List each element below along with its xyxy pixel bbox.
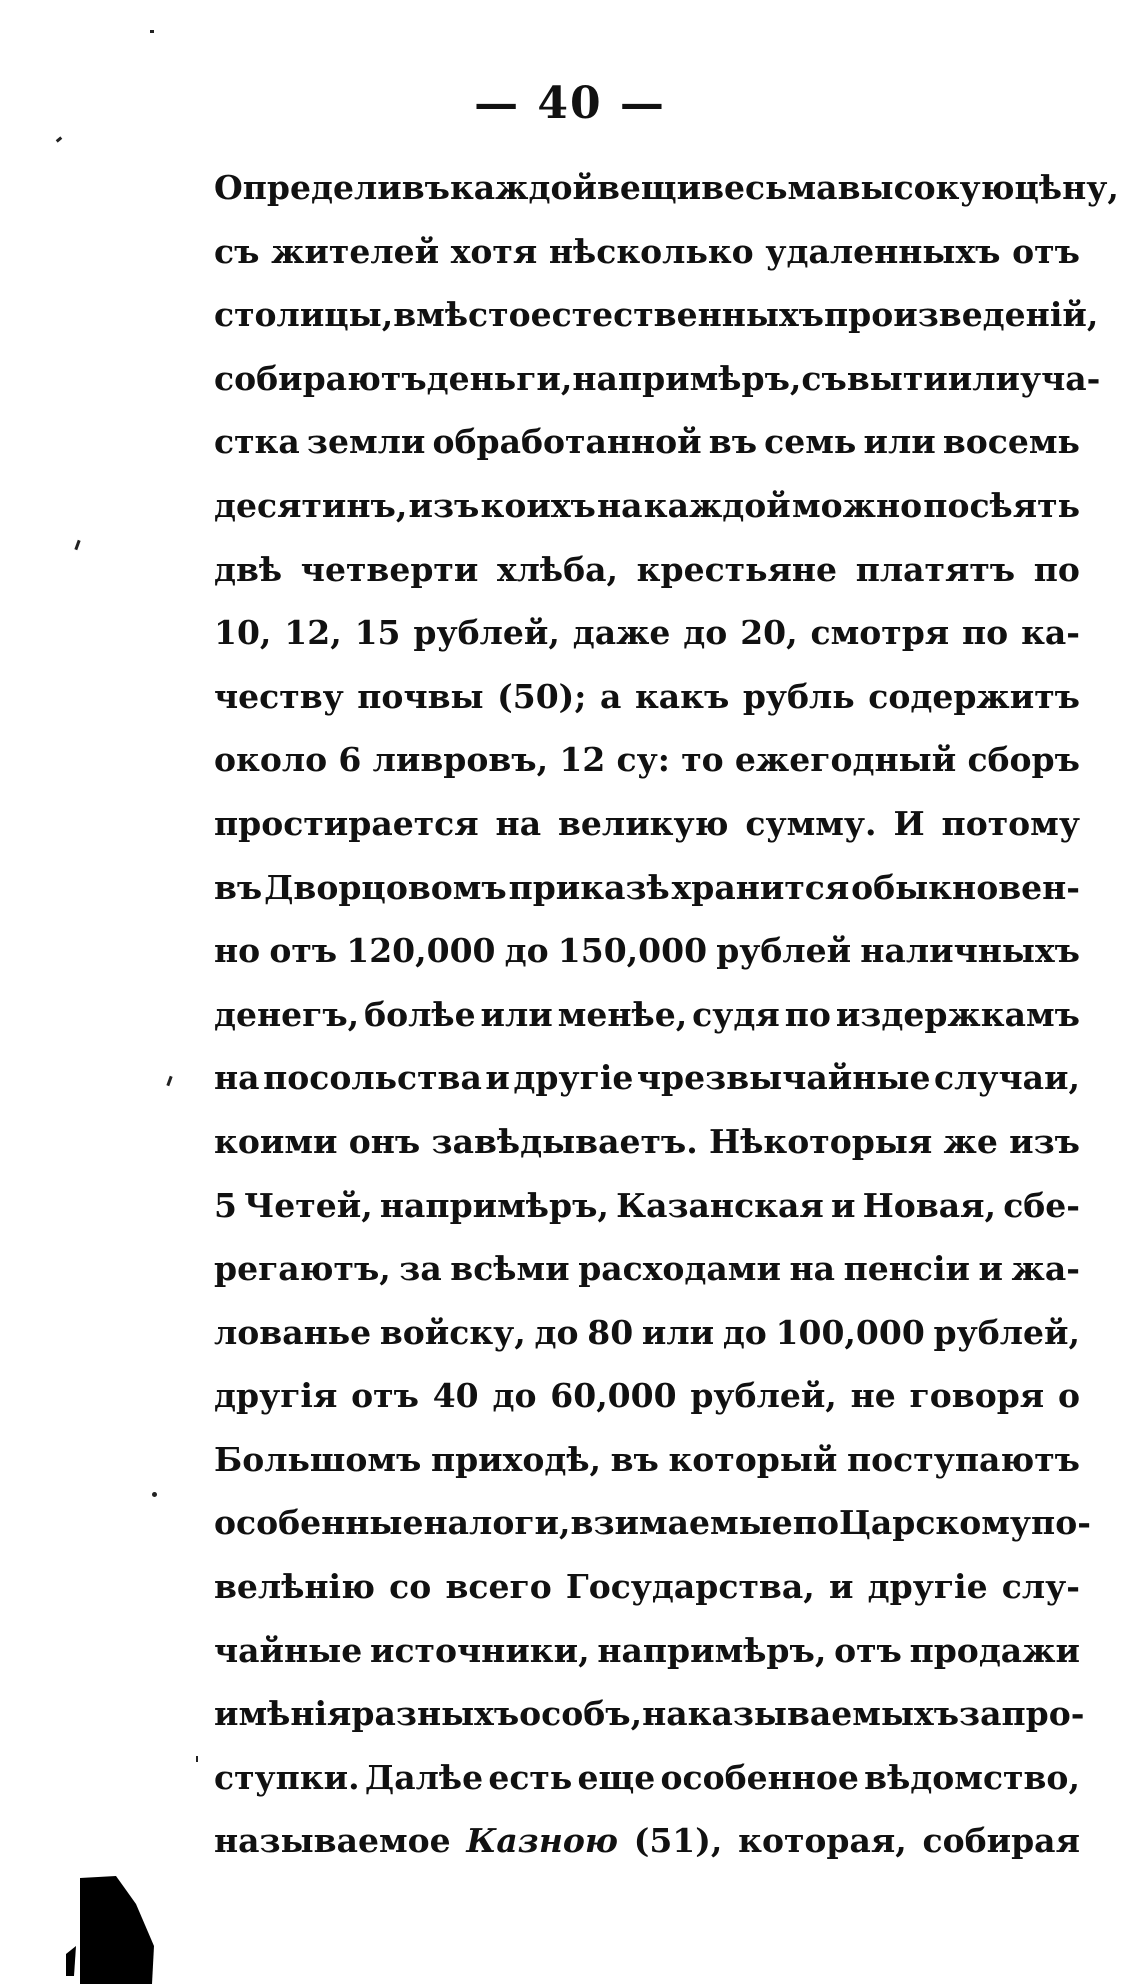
scan-speck (196, 1756, 198, 1762)
word: каждой (449, 168, 597, 207)
word: хлѣба, (496, 549, 619, 589)
text-line (214, 486, 1080, 550)
word: удаленныхъ (765, 231, 1001, 271)
word: посольства (263, 1058, 482, 1098)
word: сборъ (967, 740, 1080, 780)
word: почвы (357, 676, 484, 716)
word: другіе (867, 1567, 988, 1607)
word: онъ (348, 1121, 421, 1161)
word: четверти (300, 549, 479, 589)
word: болѣе (364, 994, 476, 1034)
text-line (214, 1567, 1080, 1631)
word: И (893, 803, 925, 843)
scan-speck (74, 540, 80, 550)
word: случаи, (933, 1058, 1080, 1098)
word: рублей (716, 931, 852, 971)
word: 5 (214, 1185, 237, 1225)
word: Государства, (565, 1567, 815, 1607)
word: двѣ (214, 549, 283, 589)
word: по (784, 994, 831, 1034)
word: источники, (369, 1630, 590, 1670)
word: рублей, (690, 1376, 837, 1416)
word: на (789, 1249, 836, 1289)
text-line (214, 677, 1080, 741)
word: говоря (909, 1376, 1045, 1416)
word: уча- (1019, 358, 1101, 398)
word: но (214, 931, 261, 971)
text-line (214, 232, 1080, 296)
word: о (1057, 1376, 1080, 1416)
word: ступки. (214, 1757, 360, 1797)
word: земли (306, 422, 426, 462)
word: посѣять (923, 485, 1080, 525)
word: по (792, 1503, 839, 1543)
text-line (214, 1503, 1091, 1567)
word: лованье (214, 1312, 372, 1352)
word: изъ (408, 485, 480, 525)
word: взимаемые (570, 1503, 793, 1543)
word: по (962, 613, 1009, 653)
word: чрезвычайные (636, 1058, 931, 1098)
word: Определивъ (214, 168, 450, 207)
word: чайные (214, 1630, 363, 1670)
word: выти (846, 358, 948, 398)
word: отъ (1012, 231, 1080, 271)
word: за (399, 1249, 442, 1289)
word: простирается (214, 803, 479, 843)
word: отъ (269, 931, 338, 971)
word: 120,000 (346, 931, 496, 971)
word: произведеній, (823, 295, 1099, 335)
word: честву (214, 676, 344, 716)
text-line (214, 295, 1099, 359)
word: въ (610, 1439, 659, 1479)
word: сбе- (1003, 1185, 1080, 1225)
word: или (863, 422, 936, 462)
word: обработанной (432, 422, 702, 462)
word: а (600, 676, 622, 716)
word: обыкновен- (851, 867, 1080, 907)
text-line (214, 168, 1119, 232)
word: вещи (596, 168, 702, 207)
word: войску, (379, 1312, 526, 1352)
word: вмѣсто (393, 295, 531, 335)
text-line (214, 804, 1080, 868)
word: рублей, (933, 1312, 1080, 1352)
word: завѣдываетъ. (431, 1121, 698, 1161)
word: Далѣе (364, 1757, 484, 1797)
word: до (683, 613, 728, 653)
text-line (214, 422, 1080, 486)
word: особенное (660, 1757, 859, 1797)
word: 10, (214, 613, 272, 653)
text-line (214, 1186, 1080, 1250)
word: еще (577, 1757, 656, 1797)
word: 12 (559, 740, 606, 780)
word: на (495, 803, 542, 843)
word: высокую (837, 168, 1015, 207)
word: естественныхъ (530, 295, 824, 335)
word: хранится (671, 867, 850, 907)
ink-blot-mark (66, 1876, 154, 1984)
word: или (947, 358, 1020, 398)
word: имѣнія (214, 1694, 352, 1734)
word: (50); (497, 676, 587, 716)
word: 80 (587, 1312, 634, 1352)
word: Нѣкоторыя (709, 1121, 933, 1161)
word: 150,000 (557, 931, 708, 971)
word: 20, (740, 613, 798, 653)
word: и (828, 1567, 854, 1607)
word: отъ (351, 1376, 419, 1416)
word: особъ, (519, 1694, 643, 1734)
word: жителей (271, 231, 440, 271)
word: Новая, (862, 1185, 996, 1225)
word: су: (616, 740, 670, 780)
word: приходѣ, (430, 1439, 602, 1479)
word: продажи (909, 1630, 1080, 1670)
word: другія (214, 1376, 338, 1416)
scan-speck (152, 1492, 157, 1497)
word: на (597, 485, 643, 525)
word: особенные (214, 1503, 424, 1543)
word: каждой (643, 485, 791, 525)
text-line (214, 931, 1080, 995)
word: называемое (214, 1821, 451, 1861)
word: отъ (834, 1630, 902, 1670)
word: цѣну, (1014, 168, 1119, 207)
word: коими (214, 1121, 338, 1161)
text-line (214, 550, 1080, 614)
word: сумму. (745, 803, 877, 843)
word: весьма (701, 168, 838, 207)
scan-speck (166, 1076, 172, 1086)
word: слу- (1001, 1567, 1080, 1607)
text-line (214, 1821, 1080, 1885)
word: до (534, 1312, 579, 1352)
word: крестьяне (636, 549, 838, 589)
word: напримѣръ, (597, 1630, 827, 1670)
word: рублей, (413, 613, 560, 653)
word: на (214, 1058, 260, 1098)
text-line (214, 1376, 1080, 1440)
word: въ (214, 867, 263, 907)
word: платятъ (855, 549, 1016, 589)
scan-speck (56, 136, 63, 142)
word: 100,000 (775, 1312, 925, 1352)
word: издержкамъ (835, 994, 1080, 1034)
word: по (1033, 549, 1080, 589)
word: и (830, 1185, 856, 1225)
word: десятинъ, (214, 485, 408, 525)
word: которая, (738, 1821, 907, 1861)
word: въ (708, 422, 758, 462)
word: другіе (513, 1058, 634, 1098)
word: регаютъ, (214, 1249, 391, 1289)
word: поступаютъ (846, 1439, 1080, 1479)
word: Четей, (244, 1185, 373, 1225)
word: наличныхъ (860, 931, 1080, 971)
word: какъ (634, 676, 730, 716)
word: Большомъ (214, 1439, 422, 1479)
word: со (389, 1567, 432, 1607)
text-line (214, 1440, 1080, 1504)
word: напримѣръ, (572, 358, 802, 398)
word: столицы, (214, 295, 394, 335)
word: семь (764, 422, 857, 462)
word: налоги, (423, 1503, 571, 1543)
text-line (214, 1313, 1080, 1377)
page-number: — 40 — (474, 78, 666, 129)
word: судя (692, 994, 780, 1034)
word: 40 (432, 1376, 479, 1416)
text-line (214, 1122, 1080, 1186)
word: расходами (578, 1249, 781, 1289)
scan-speck (150, 30, 154, 33)
word: Казною (466, 1821, 618, 1861)
word: наказываемыхъ (642, 1694, 960, 1734)
text-line (214, 995, 1080, 1059)
word: 6 (338, 740, 362, 780)
word: который (668, 1439, 838, 1479)
word: собираютъ (214, 358, 427, 398)
word: съ (214, 231, 260, 271)
text-line (214, 740, 1080, 804)
word: или (480, 994, 553, 1034)
word: 15 (354, 613, 401, 653)
word: и (978, 1249, 1003, 1289)
word: содержитъ (868, 676, 1080, 716)
word: хотя (450, 231, 538, 271)
word: велѣнію (214, 1567, 375, 1607)
word: Казанская (616, 1185, 824, 1225)
word: коихъ (480, 485, 596, 525)
word: до (504, 931, 549, 971)
word: жа- (1011, 1249, 1080, 1289)
text-line (214, 1758, 1080, 1822)
word: за (959, 1694, 1002, 1734)
word: 12, (284, 613, 342, 653)
text-line (214, 1631, 1080, 1695)
word: нѣсколько (548, 231, 754, 271)
word: можно (791, 485, 923, 525)
word: денегъ, (214, 994, 360, 1034)
word: потому (941, 803, 1080, 843)
word: до (492, 1376, 537, 1416)
word: до (722, 1312, 767, 1352)
word: ливровъ, (372, 740, 549, 780)
text-line (214, 1694, 1085, 1758)
word: есть (488, 1757, 573, 1797)
word: не (850, 1376, 896, 1416)
word: собирая (922, 1821, 1080, 1861)
word: Царскому (838, 1503, 1032, 1543)
text-line (214, 1249, 1080, 1313)
word: восемь (942, 422, 1080, 462)
word: 60,000 (550, 1376, 677, 1416)
word: по- (1031, 1503, 1091, 1543)
word: и (485, 1058, 510, 1098)
word: напримѣръ, (379, 1185, 609, 1225)
word: стка (214, 422, 300, 462)
text-line (214, 1058, 1080, 1122)
word: смотря (810, 613, 950, 653)
word: же (943, 1121, 998, 1161)
word: всѣми (450, 1249, 570, 1289)
body-text (214, 168, 1119, 1885)
word: даже (572, 613, 671, 653)
word: всего (445, 1567, 552, 1607)
text-line (214, 358, 1101, 423)
word: пенсіи (843, 1249, 970, 1289)
word: (51), (633, 1821, 723, 1861)
word: менѣе, (557, 994, 688, 1034)
word: приказѣ (508, 867, 670, 907)
word: изъ (1009, 1121, 1080, 1161)
word: про- (1001, 1694, 1085, 1734)
word: рубль (742, 676, 855, 716)
word: ежегодный (734, 740, 957, 780)
word: съ (801, 358, 847, 398)
word: ка- (1021, 613, 1080, 653)
word: вѣдомство, (864, 1757, 1080, 1797)
word: то (681, 740, 724, 780)
word: Дворцовомъ (264, 867, 507, 907)
word: около (214, 740, 328, 780)
word: разныхъ (351, 1694, 520, 1734)
word: великую (558, 803, 729, 843)
text-line (214, 613, 1080, 677)
word: или (641, 1312, 715, 1352)
text-line (214, 868, 1080, 932)
word: деньги, (426, 358, 573, 398)
